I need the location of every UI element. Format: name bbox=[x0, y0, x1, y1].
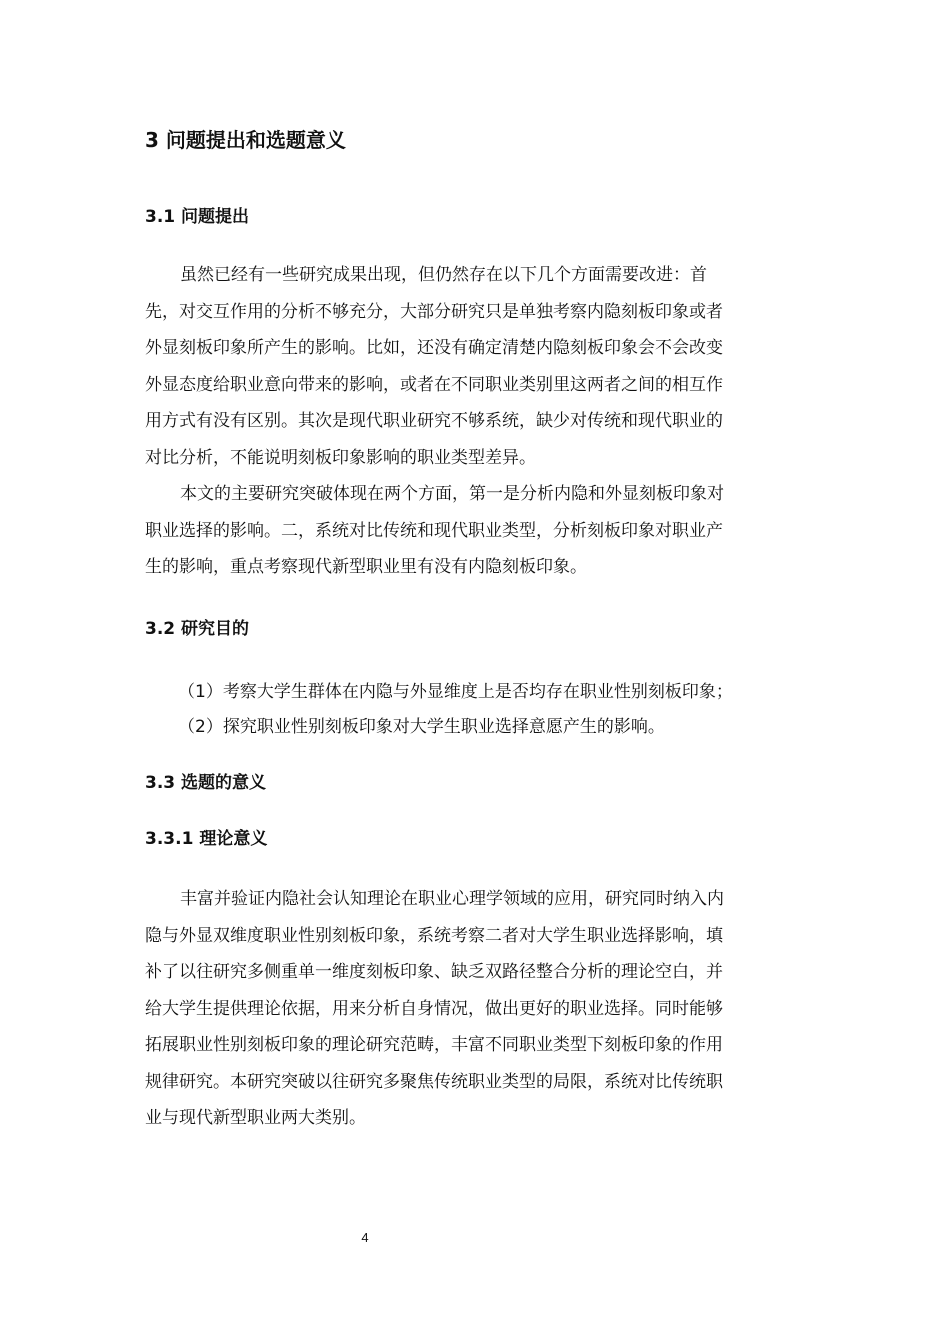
objective-item-2: （2）探究职业性别刻板印象对大学生职业选择意愿产生的影响。 bbox=[178, 717, 665, 737]
paragraph-line: 用方式有没有区别。其次是现代职业研究不够系统，缺少对传统和现代职业的 bbox=[145, 411, 723, 431]
paragraph-line: 给大学生提供理论依据，用来分析自身情况，做出更好的职业选择。同时能够 bbox=[145, 998, 723, 1019]
paragraph-line: 本文的主要研究突破体现在两个方面，第一是分析内隐和外显刻板印象对 bbox=[180, 484, 724, 504]
section-3-3-1-paragraph bbox=[145, 881, 805, 1137]
section-3-3-1-heading: 3.3.1 理论意义 bbox=[145, 829, 268, 849]
paragraph-line: 隐与外显双维度职业性别刻板印象，系统考察二者对大学生职业选择影响，填 bbox=[145, 925, 723, 946]
paragraph-line: 先，对交互作用的分析不够充分，大部分研究只是单独考察内隐刻板印象或者 bbox=[145, 301, 723, 322]
paragraph-line: 生的影响，重点考察现代新型职业里有没有内隐刻板印象。 bbox=[145, 557, 587, 577]
page-number: 4 bbox=[361, 1230, 369, 1245]
paragraph-line: 业与现代新型职业两大类别。 bbox=[145, 1108, 366, 1128]
paragraph-line: 外显态度给职业意向带来的影响，或者在不同职业类别里这两者之间的相互作 bbox=[145, 374, 723, 395]
paragraph-line: 外显刻板印象所产生的影响。比如，还没有确定清楚内隐刻板印象会不会改变 bbox=[145, 338, 723, 358]
section-3-2-heading: 3.2 研究目的 bbox=[145, 619, 250, 639]
paragraph-line: 补了以往研究多侧重单一维度刻板印象、缺乏双路径整合分析的理论空白，并 bbox=[145, 962, 723, 982]
paragraph-line: 虽然已经有一些研究成果出现，但仍然存在以下几个方面需要改进：首 bbox=[180, 265, 707, 285]
section-3-1-paragraph-2 bbox=[145, 476, 805, 586]
section-3-3-heading: 3.3 选题的意义 bbox=[145, 773, 267, 793]
section-3-title: 3 问题提出和选题意义 bbox=[145, 128, 346, 152]
section-3-1-heading: 3.1 问题提出 bbox=[145, 207, 250, 227]
paragraph-line: 拓展职业性别刻板印象的理论研究范畴，丰富不同职业类型下刻板印象的作用 bbox=[145, 1035, 723, 1055]
section-3-1-paragraph-1 bbox=[145, 257, 805, 476]
paragraph-line: 丰富并验证内隐社会认知理论在职业心理学领域的应用，研究同时纳入内 bbox=[180, 889, 724, 909]
paragraph-line: 职业选择的影响。二，系统对比传统和现代职业类型，分析刻板印象对职业产 bbox=[145, 520, 723, 541]
paragraph-line: 对比分析，不能说明刻板印象影响的职业类型差异。 bbox=[145, 447, 536, 468]
objective-item-1: （1）考察大学生群体在内隐与外显维度上是否均存在职业性别刻板印象； bbox=[178, 682, 733, 702]
paragraph-line: 规律研究。本研究突破以往研究多聚焦传统职业类型的局限，系统对比传统职 bbox=[145, 1071, 723, 1092]
